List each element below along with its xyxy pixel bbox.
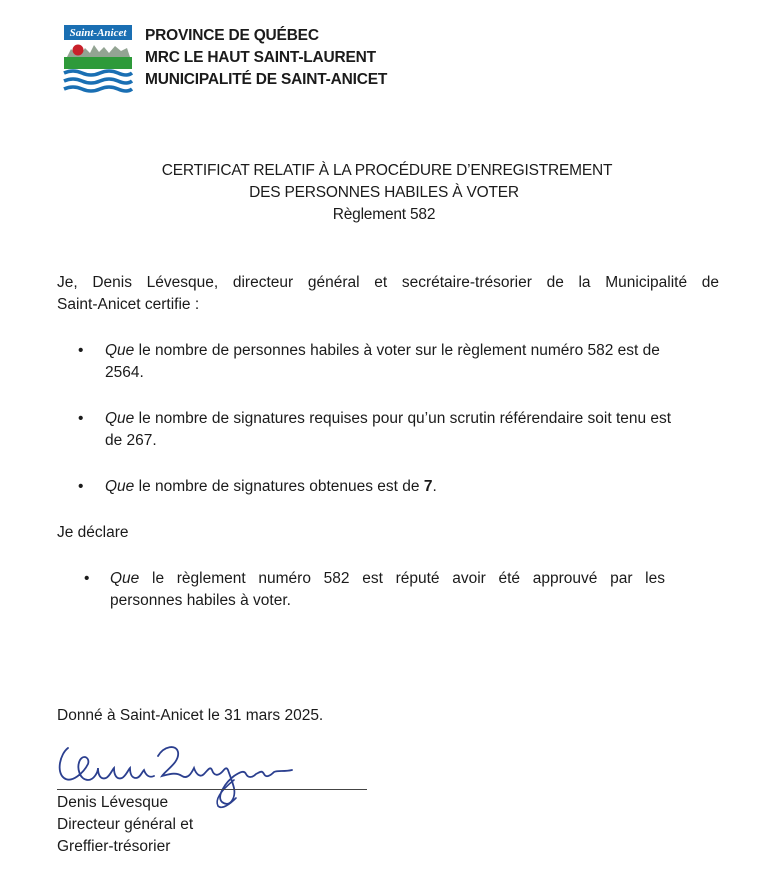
declaration-text-1: le règlement numéro 582 est réputé avoir été approuvé par les: [139, 570, 665, 587]
title-line-1: CERTIFICAT RELATIF À LA PROCÉDURE D’ENREGISTREMENT: [161, 162, 613, 179]
signer-title-2: Greffier-trésorier: [57, 838, 171, 855]
logo-emblem: [63, 24, 133, 96]
document-title: [0, 160, 768, 226]
declare-heading: Je déclare: [57, 524, 129, 541]
signature-line: [57, 789, 367, 790]
item-lead: Que: [105, 342, 135, 359]
header-municipality: MUNICIPALITÉ DE SAINT-ANICET: [145, 71, 388, 88]
bullet-marker: •: [78, 410, 84, 427]
bullet-marker: •: [78, 478, 84, 495]
item-end: .: [432, 478, 437, 495]
title-line-2: DES PERSONNES HABILES À VOTER: [249, 184, 519, 201]
intro-paragraph: [57, 272, 719, 316]
header-province: PROVINCE DE QUÉBEC: [145, 27, 319, 44]
letterhead: [145, 25, 387, 91]
svg-text:Saint-Anicet: Saint-Anicet: [69, 27, 127, 39]
municipality-logo: [63, 24, 133, 96]
signer-title-1: Directeur général et: [57, 816, 194, 833]
signer-name: Denis Lévesque: [57, 794, 169, 811]
item-text: le nombre de personnes habiles à voter sur le règlement numéro 582 est de 2564.: [105, 342, 660, 381]
declaration-line-1: [110, 568, 665, 590]
given-date-line: Donné à Saint-Anicet le 31 mars 2025.: [57, 707, 324, 724]
bullet-marker: •: [78, 342, 84, 359]
item-lead: Que: [110, 570, 140, 587]
declaration-item: [84, 568, 665, 612]
signatures-obtained-count: 7: [423, 478, 433, 495]
item-lead: Que: [105, 410, 135, 427]
item-text: le nombre de signatures obtenues est de: [134, 478, 424, 495]
title-line-3: Règlement 582: [332, 206, 436, 223]
bullet-marker: •: [84, 570, 90, 587]
header-mrc: MRC LE HAUT SAINT-LAURENT: [145, 49, 376, 66]
item-lead: Que: [105, 478, 135, 495]
item-text: le nombre de signatures requises pour qu’un scrutin référendaire soit tenu est de 267.: [105, 410, 672, 449]
certification-item: [78, 340, 685, 384]
declaration-line-2: personnes habiles à voter.: [110, 592, 291, 609]
intro-line-2: Saint-Anicet certifie :: [57, 296, 200, 313]
signer-block: [57, 792, 193, 858]
intro-line-1: Je, Denis Lévesque, directeur général et secrétaire-trésorier de la Municipalité de: [57, 274, 719, 291]
certification-item: [78, 408, 685, 452]
certification-item: [78, 476, 685, 498]
